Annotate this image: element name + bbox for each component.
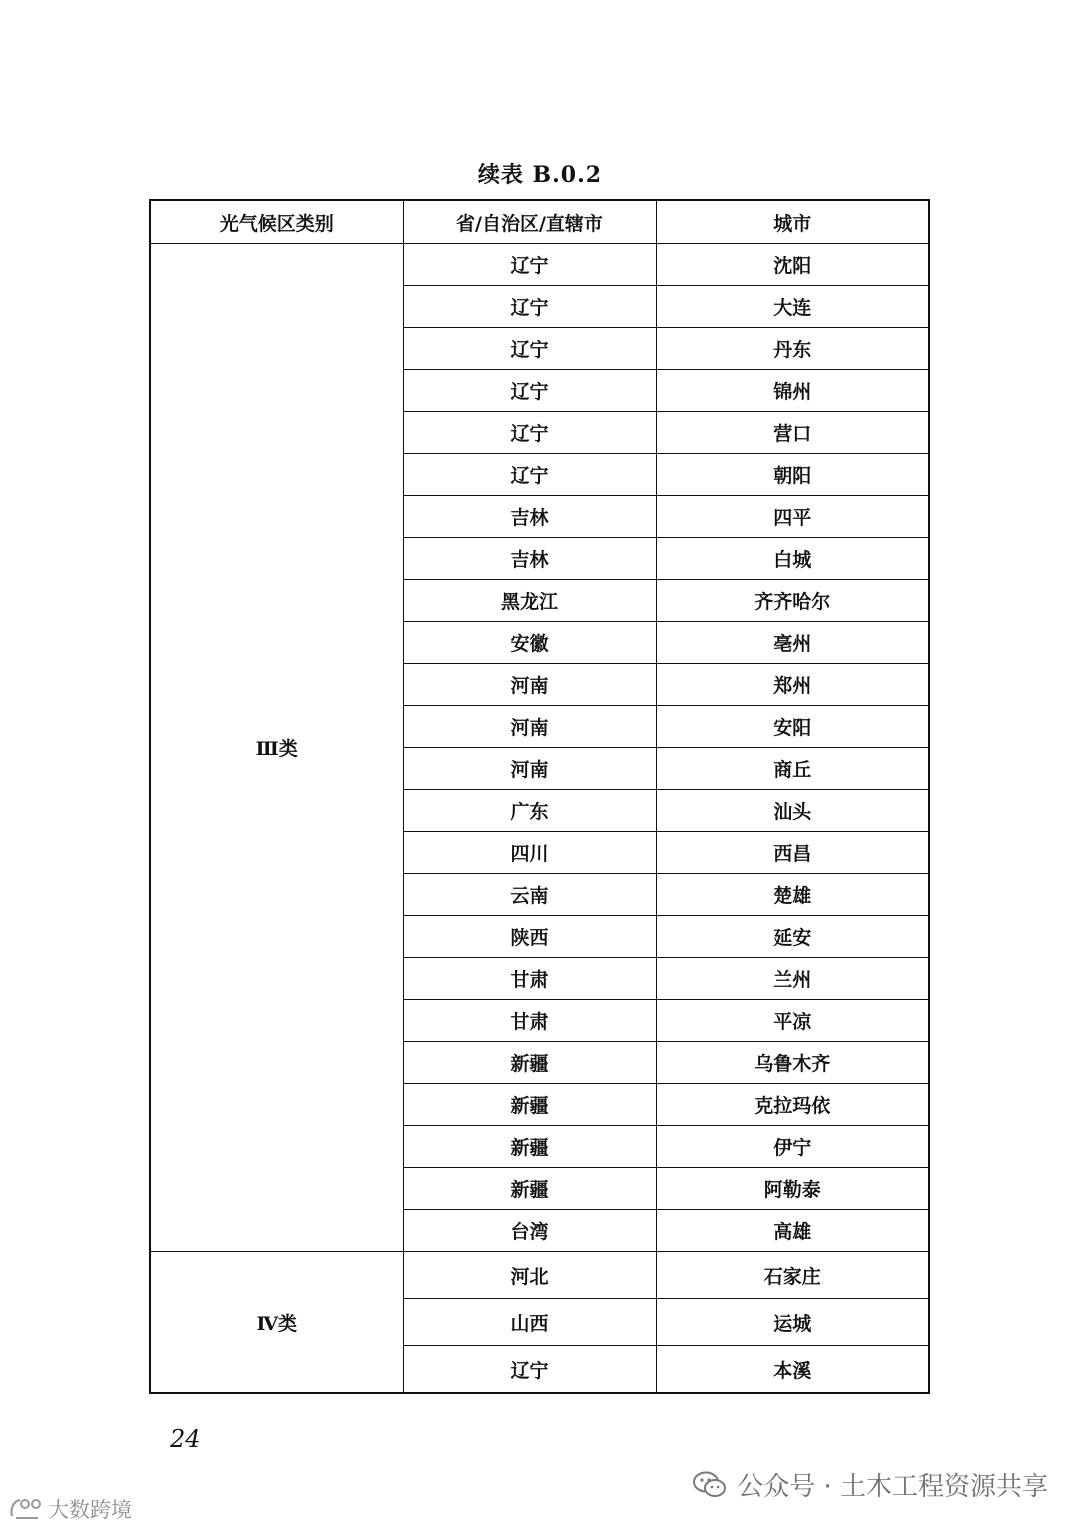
watermark-right [693, 1466, 1048, 1503]
province-cell: 河南 [403, 706, 656, 748]
province-cell: 河北 [403, 1252, 656, 1299]
province-cell: 辽宁 [403, 370, 656, 412]
province-cell: 云南 [403, 874, 656, 916]
province-cell: 甘肃 [403, 1000, 656, 1042]
province-cell: 广东 [403, 790, 656, 832]
table-row [150, 244, 929, 286]
city-cell: 营口 [656, 412, 929, 454]
province-cell: 陕西 [403, 916, 656, 958]
city-cell: 楚雄 [656, 874, 929, 916]
city-cell: 西昌 [656, 832, 929, 874]
city-cell: 齐齐哈尔 [656, 580, 929, 622]
watermark-left-text: 大数跨境 [48, 1498, 132, 1522]
city-cell: 石家庄 [656, 1252, 929, 1299]
province-cell: 新疆 [403, 1042, 656, 1084]
city-cell: 郑州 [656, 664, 929, 706]
city-cell: 白城 [656, 538, 929, 580]
climate-zone-table [149, 199, 930, 1394]
city-cell: 伊宁 [656, 1126, 929, 1168]
watermark-left [8, 1494, 132, 1524]
watermark-right-text: 公众号 · 土木工程资源共享 [737, 1472, 1048, 1502]
category-cell: Ⅲ类 [150, 244, 403, 1252]
city-cell: 锦州 [656, 370, 929, 412]
province-cell: 新疆 [403, 1126, 656, 1168]
province-cell: 黑龙江 [403, 580, 656, 622]
brand-logo-icon [8, 1496, 44, 1522]
province-cell: 四川 [403, 832, 656, 874]
province-cell: 吉林 [403, 538, 656, 580]
city-cell: 丹东 [656, 328, 929, 370]
city-cell: 大连 [656, 286, 929, 328]
page-number: 24 [170, 1425, 201, 1453]
province-cell: 辽宁 [403, 328, 656, 370]
city-cell: 运城 [656, 1299, 929, 1346]
city-cell: 本溪 [656, 1346, 929, 1394]
city-cell: 汕头 [656, 790, 929, 832]
province-cell: 山西 [403, 1299, 656, 1346]
city-cell: 朝阳 [656, 454, 929, 496]
province-cell: 辽宁 [403, 1346, 656, 1394]
header-city: 城市 [656, 200, 929, 244]
province-cell: 辽宁 [403, 454, 656, 496]
table-caption: 续表 B.0.2 [477, 162, 603, 188]
city-cell: 四平 [656, 496, 929, 538]
category-cell: Ⅳ类 [150, 1252, 403, 1394]
city-cell: 乌鲁木齐 [656, 1042, 929, 1084]
province-cell: 河南 [403, 664, 656, 706]
province-cell: 新疆 [403, 1084, 656, 1126]
province-cell: 辽宁 [403, 412, 656, 454]
city-cell: 亳州 [656, 622, 929, 664]
province-cell: 吉林 [403, 496, 656, 538]
city-cell: 延安 [656, 916, 929, 958]
city-cell: 商丘 [656, 748, 929, 790]
city-cell: 阿勒泰 [656, 1168, 929, 1210]
header-province: 省/自治区/直辖市 [403, 200, 656, 244]
table-header-row [150, 200, 929, 244]
city-cell: 克拉玛依 [656, 1084, 929, 1126]
city-cell: 安阳 [656, 706, 929, 748]
city-cell: 沈阳 [656, 244, 929, 286]
province-cell: 辽宁 [403, 286, 656, 328]
province-cell: 台湾 [403, 1210, 656, 1252]
table-body [150, 244, 929, 1394]
province-cell: 新疆 [403, 1168, 656, 1210]
header-category: 光气候区类别 [150, 200, 403, 244]
province-cell: 辽宁 [403, 244, 656, 286]
city-cell: 兰州 [656, 958, 929, 1000]
wechat-icon [693, 1471, 727, 1499]
province-cell: 河南 [403, 748, 656, 790]
table-row [150, 1252, 929, 1299]
city-cell: 平凉 [656, 1000, 929, 1042]
city-cell: 高雄 [656, 1210, 929, 1252]
province-cell: 甘肃 [403, 958, 656, 1000]
province-cell: 安徽 [403, 622, 656, 664]
